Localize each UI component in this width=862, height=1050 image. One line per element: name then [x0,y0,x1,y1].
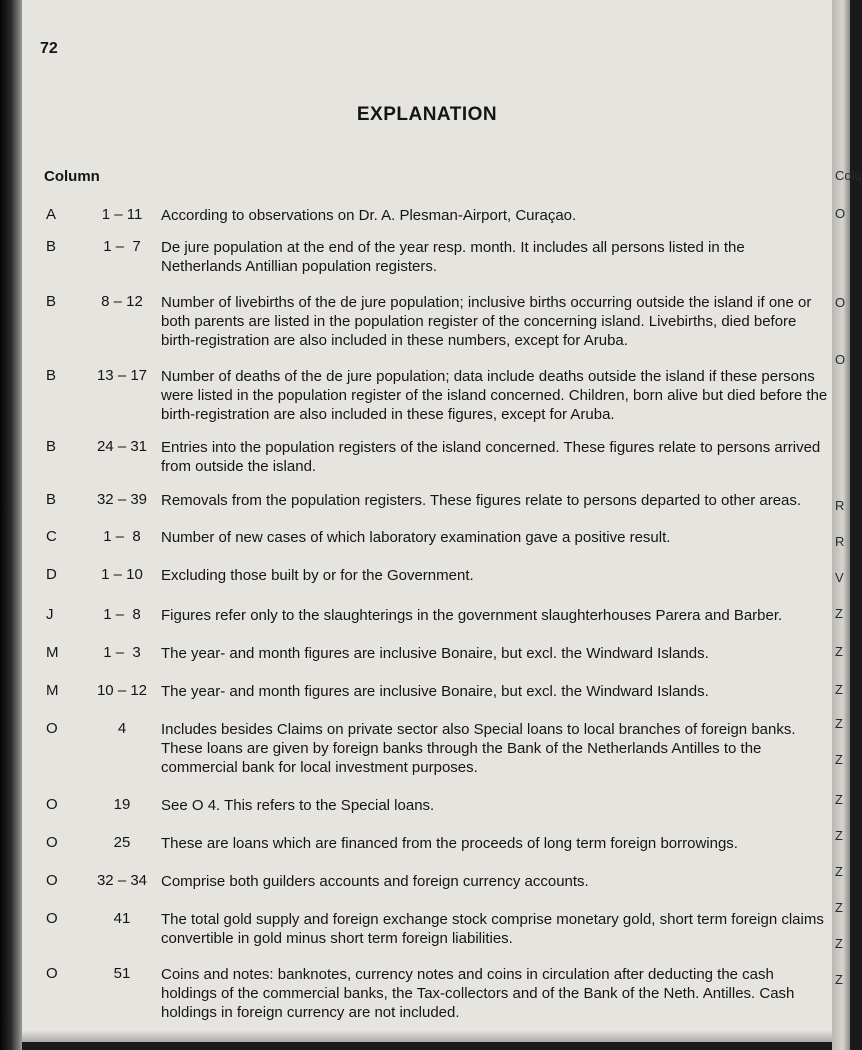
entry-column-letter: M [46,682,59,699]
entry-column-range: 1 – 10 [101,566,143,583]
entry-description: Excluding those built by or for the Government. [161,567,474,584]
entry-column-range: 10 – 12 [96,682,148,699]
column-header: Column [44,168,100,185]
entry-description: Entries into the population registers of the island concerned. These figures relate to persons arrived from outside the island. [161,439,821,475]
entry-description: The total gold supply and foreign exchange stock comprise monetary gold, short term foreign claims convertible in gold minus short term foreign liabilities. [161,911,824,947]
entry-column-letter: O [46,720,58,737]
entry-column-letter: O [46,834,58,851]
entry-description: According to observations on Dr. A. Plesman-Airport, Curaçao. [161,207,577,224]
entry-column-range: 1 – 8 [103,528,141,545]
adjacent-page-fragment: Z [835,606,843,621]
entry-description: Number of livebirths of the de jure population; inclusive births occurring outside the island if one or both parents are listed in the population register of the concerning island. Livebirths, died before birth-registration are also included in these numbers, except for Aruba. [161,294,812,349]
page-number: 72 [40,40,58,57]
entry-description: Includes besides Claims on private sector also Special loans to local branches of foreign banks. These loans are given by foreign banks through the Bank of the Netherlands Antilles to the commercial bank for local investment purposes. [161,721,796,776]
entry-column-letter: D [46,566,57,583]
adjacent-page-fragment: Z [835,828,843,843]
entry-description: See O 4. This refers to the Special loans. [161,797,435,814]
entry-column-range: 1 – 3 [103,644,141,661]
entry-column-range: 25 [113,834,131,851]
entry-column-letter: A [46,206,57,223]
adjacent-page-fragment: O [835,206,846,221]
document-page [22,0,832,1042]
entry-column-letter: O [46,796,58,813]
entry-column-letter: B [46,438,57,455]
adjacent-page-fragment: O [835,352,846,367]
entry-column-letter: O [46,910,58,927]
entry-description: Comprise both guilders accounts and foreign currency accounts. [161,873,589,890]
adjacent-page-fragment: Z [835,644,843,659]
entry-description: The year- and month figures are inclusive Bonaire, but excl. the Windward Islands. [161,683,709,700]
entry-column-letter: J [46,606,54,623]
entry-column-range: 4 [117,720,127,737]
entry-column-range: 1 – 7 [103,238,141,255]
entry-column-range: 41 [113,910,131,927]
entry-column-range: 8 – 12 [101,293,143,310]
page-bottom-shadow [22,1030,832,1042]
entry-column-letter: M [46,644,59,661]
entry-description: These are loans which are financed from the proceeds of long term foreign borrowings. [161,835,738,852]
entry-column-letter: B [46,491,57,508]
page-title: EXPLANATION [356,104,498,125]
adjacent-page-fragment: Z [835,792,843,807]
entry-description: Figures refer only to the slaughterings in the government slaughterhouses Parera and Barber. [161,607,783,624]
adjacent-page-fragment: R [835,534,845,549]
entry-column-range: 19 [113,796,131,813]
entry-description: De jure population at the end of the year resp. month. It includes all persons listed in the Netherlands Antillian population registers. [161,239,745,275]
adjacent-page-fragment: Colu [835,168,862,183]
entry-column-range: 1 – 8 [103,606,141,623]
adjacent-page-fragment: Z [835,716,843,731]
adjacent-page-fragment: Z [835,972,843,987]
adjacent-page-edge [832,0,862,1050]
adjacent-page-fragment: Z [835,864,843,879]
adjacent-page-fragment: Z [835,936,843,951]
adjacent-page-fragment: Z [835,900,843,915]
entry-description: Coins and notes: banknotes, currency notes and coins in circulation after deducting the cash holdings of the commercial banks, the Tax-collectors and of the Bank of the Neth. Antilles. Cash holdings in foreign currency are not included. [161,966,795,1021]
entry-column-letter: C [46,528,57,545]
entry-description: Removals from the population registers. These figures relate to persons departed to other areas. [161,492,802,509]
entry-column-range: 1 – 11 [101,206,143,223]
adjacent-page-fragment: V [835,570,844,585]
entry-description: The year- and month figures are inclusive Bonaire, but excl. the Windward Islands. [161,645,709,662]
entry-column-letter: O [46,872,58,889]
book-spine-shadow [0,0,22,1050]
entry-column-letter: O [46,965,58,982]
entry-column-letter: B [46,367,57,384]
entry-column-range: 24 – 31 [96,438,148,455]
entry-column-range: 32 – 34 [96,872,148,889]
entry-column-letter: B [46,238,57,255]
entry-column-range: 32 – 39 [96,491,148,508]
entry-description: Number of deaths of the de jure population; data include deaths outside the island if these persons were listed in the population register of the island concerned. Children, born alive but died before the birth-registration are also included in these figures, except for Aruba. [161,368,828,423]
adjacent-page-fragment: R [835,498,845,513]
adjacent-page-fragment: Z [835,752,843,767]
entry-column-range: 51 [113,965,131,982]
adjacent-page-fragment: O [835,295,846,310]
entry-description: Number of new cases of which laboratory examination gave a positive result. [161,529,671,546]
entry-column-range: 13 – 17 [96,367,148,384]
entry-column-letter: B [46,293,57,310]
adjacent-page-fragment: Z [835,682,843,697]
